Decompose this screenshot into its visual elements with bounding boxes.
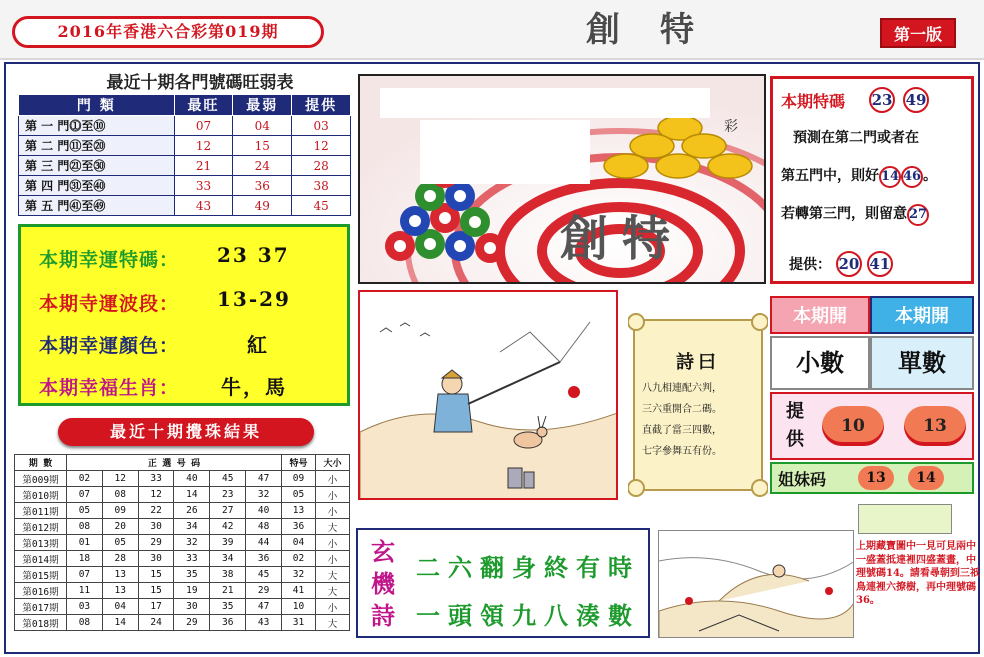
mystic-line: 二六翻身終有時 <box>416 553 640 582</box>
cold-value: 04 <box>233 116 292 136</box>
number-cell: 45 <box>246 567 282 583</box>
lucky-zodiac-label: 本期幸福生肖： <box>39 377 180 399</box>
size-cell: 大 <box>316 583 350 599</box>
col-special: 特号 <box>282 455 316 471</box>
lucky-special-value: 23 37 <box>217 243 290 267</box>
prediction-number: 49 <box>903 87 929 113</box>
fisherman-illustration <box>358 290 618 500</box>
table-row <box>15 503 350 519</box>
table-row <box>15 583 350 599</box>
open-value-right: 單數 <box>870 336 974 390</box>
mystic-poem-panel <box>356 528 650 638</box>
open-header-left: 本期開 <box>770 296 870 334</box>
number-cell: 42 <box>210 519 246 535</box>
number-cell: 08 <box>67 519 103 535</box>
open-provide-number: 10 <box>822 406 884 446</box>
issue-label: 2016年香港六合彩第019期 <box>12 16 324 48</box>
period-cell: 第015期 <box>15 567 67 583</box>
number-cell: 24 <box>138 615 174 631</box>
table-row <box>15 471 350 487</box>
open-provide-number: 13 <box>904 406 966 446</box>
table-row <box>15 535 350 551</box>
number-cell: 32 <box>174 535 210 551</box>
special-cell: 13 <box>282 503 316 519</box>
gate-label: 第 五 門㊶至㊾ <box>19 196 175 216</box>
table-row <box>19 176 351 196</box>
poem-line: 七字參舞五有份。 <box>642 446 722 457</box>
special-cell: 31 <box>282 615 316 631</box>
number-cell: 29 <box>138 535 174 551</box>
col-cold: 最弱 <box>233 95 292 116</box>
open-provide-row <box>770 392 974 460</box>
sister-code-number: 13 <box>858 466 894 490</box>
poem-line: 八九相連配六判， <box>642 383 722 394</box>
number-cell: 36 <box>210 615 246 631</box>
table-row <box>19 156 351 176</box>
number-cell: 14 <box>174 487 210 503</box>
period-cell: 第018期 <box>15 615 67 631</box>
number-cell: 11 <box>67 583 103 599</box>
table-row <box>15 551 350 567</box>
masthead-title: 創特 <box>586 10 734 50</box>
table-row <box>15 567 350 583</box>
number-cell: 01 <box>67 535 103 551</box>
gate-label: 第 四 門㉛至㊵ <box>19 176 175 196</box>
table-row <box>19 136 351 156</box>
lucky-color-label: 本期幸運顏色： <box>39 335 180 357</box>
number-cell: 08 <box>102 487 138 503</box>
number-cell: 03 <box>67 599 103 615</box>
number-cell: 21 <box>210 583 246 599</box>
number-cell: 30 <box>138 519 174 535</box>
pick-value: 38 <box>292 176 351 196</box>
number-cell: 29 <box>174 615 210 631</box>
ten-period-title: 最近十期各門號碼旺弱表 <box>106 73 294 93</box>
period-cell: 第016期 <box>15 583 67 599</box>
size-cell: 小 <box>316 487 350 503</box>
pick-value: 12 <box>292 136 351 156</box>
sister-code-label: 姐妹码 <box>778 470 827 489</box>
table-row <box>19 196 351 216</box>
number-cell: 38 <box>210 567 246 583</box>
results-body <box>15 471 350 631</box>
col-numbers: 正 選 号 码 <box>67 455 282 471</box>
table-row <box>15 519 350 535</box>
number-cell: 15 <box>138 583 174 599</box>
col-pick: 提供 <box>292 95 351 116</box>
gate-label: 第 一 門⓵至⑩ <box>19 116 175 136</box>
size-cell: 小 <box>316 599 350 615</box>
sister-code-row <box>770 462 974 494</box>
number-cell: 02 <box>67 471 103 487</box>
results-table <box>14 454 350 631</box>
number-cell: 47 <box>246 471 282 487</box>
number-cell: 20 <box>102 519 138 535</box>
poem-lines <box>642 378 762 462</box>
hot-value: 07 <box>174 116 233 136</box>
number-cell: 18 <box>67 551 103 567</box>
number-cell: 05 <box>67 503 103 519</box>
number-cell: 19 <box>174 583 210 599</box>
size-cell: 小 <box>316 503 350 519</box>
number-cell: 13 <box>102 567 138 583</box>
poem-title: 詩曰 <box>676 352 720 373</box>
size-cell: 小 <box>316 551 350 567</box>
results-title: 最近十期攪珠結果 <box>58 418 314 446</box>
lucky-band-label: 本期寺運波段： <box>39 293 180 315</box>
poem-scroll <box>628 310 768 500</box>
number-cell: 07 <box>67 567 103 583</box>
special-cell: 36 <box>282 519 316 535</box>
period-cell: 第017期 <box>15 599 67 615</box>
open-header-right: 本期開 <box>870 296 974 334</box>
number-cell: 36 <box>246 551 282 567</box>
number-cell: 47 <box>246 599 282 615</box>
number-cell: 44 <box>246 535 282 551</box>
pick-value: 45 <box>292 196 351 216</box>
number-cell: 33 <box>174 551 210 567</box>
period-cell: 第013期 <box>15 535 67 551</box>
gate-label: 第 二 門⑪至⑳ <box>19 136 175 156</box>
open-panel <box>770 296 974 494</box>
number-cell: 27 <box>210 503 246 519</box>
number-cell: 39 <box>210 535 246 551</box>
mini-thumbnail <box>858 504 952 534</box>
gate-label: 第 三 門㉑至㉚ <box>19 156 175 176</box>
period-cell: 第014期 <box>15 551 67 567</box>
cold-value: 36 <box>233 176 292 196</box>
edition-badge: 第一版 <box>880 18 956 48</box>
poem-line: 三六重開合二碼。 <box>642 404 722 415</box>
hot-value: 33 <box>174 176 233 196</box>
number-cell: 40 <box>174 471 210 487</box>
number-cell: 08 <box>67 615 103 631</box>
mystic-label: 玄機詩 <box>371 537 395 630</box>
open-provide-label: 提供 <box>786 401 804 450</box>
number-cell: 07 <box>67 487 103 503</box>
number-cell: 45 <box>210 471 246 487</box>
col-period: 期 數 <box>15 455 67 471</box>
person-icon <box>773 565 785 577</box>
number-cell: 28 <box>102 551 138 567</box>
number-cell: 34 <box>210 551 246 567</box>
number-cell: 09 <box>102 503 138 519</box>
cold-value: 15 <box>233 136 292 156</box>
number-cell: 32 <box>246 487 282 503</box>
number-cell: 05 <box>102 535 138 551</box>
period-cell: 第011期 <box>15 503 67 519</box>
mystic-line: 一頭領九八湊數 <box>416 601 640 630</box>
number-cell: 13 <box>102 583 138 599</box>
period-cell: 第010期 <box>15 487 67 503</box>
hot-value: 43 <box>174 196 233 216</box>
special-cell: 32 <box>282 567 316 583</box>
table-row <box>19 116 351 136</box>
table-row <box>15 615 350 631</box>
number-cell: 15 <box>138 567 174 583</box>
col-size: 大小 <box>316 455 350 471</box>
number-cell: 14 <box>102 615 138 631</box>
special-cell: 05 <box>282 487 316 503</box>
last-period-note: 上期藏寶圖中一見可見兩中一盛蓋抵達裡四盛蓋畫，中理號碼14。請看尋朝到三祇鳥連裡六撩樹，再中理號碼36。 <box>856 541 980 606</box>
size-cell: 大 <box>316 567 350 583</box>
prediction-line: 預測在第二門或者在 <box>793 130 919 146</box>
special-cell: 09 <box>282 471 316 487</box>
lucky-panel <box>18 224 350 406</box>
number-cell: 12 <box>138 487 174 503</box>
prediction-panel <box>770 76 974 284</box>
size-cell: 小 <box>316 535 350 551</box>
special-cell: 41 <box>282 583 316 599</box>
lucky-color-value: 紅 <box>247 333 269 357</box>
prediction-number: 23 <box>869 87 895 113</box>
number-cell: 29 <box>246 583 282 599</box>
period-cell: 第009期 <box>15 471 67 487</box>
number-cell: 34 <box>174 519 210 535</box>
number-cell: 04 <box>102 599 138 615</box>
number-cell: 35 <box>210 599 246 615</box>
hot-value: 12 <box>174 136 233 156</box>
hot-value: 21 <box>174 156 233 176</box>
table-row <box>15 487 350 503</box>
number-cell: 23 <box>210 487 246 503</box>
col-hot: 最旺 <box>174 95 233 116</box>
hero-corner-text: 彩 <box>724 119 738 135</box>
number-cell: 30 <box>138 551 174 567</box>
cold-value: 24 <box>233 156 292 176</box>
hero-title: 創特 <box>560 211 685 267</box>
number-cell: 40 <box>246 503 282 519</box>
period-cell: 第012期 <box>15 519 67 535</box>
number-cell: 30 <box>174 599 210 615</box>
number-cell: 35 <box>174 567 210 583</box>
size-cell: 大 <box>316 615 350 631</box>
open-value-left: 小數 <box>770 336 870 390</box>
ten-period-table <box>18 94 351 216</box>
treasure-map-illustration <box>658 530 854 638</box>
prediction-provide: 提供： 20 41 <box>789 251 893 277</box>
special-cell: 02 <box>282 551 316 567</box>
number-cell: 48 <box>246 519 282 535</box>
pick-value: 03 <box>292 116 351 136</box>
sister-code-number: 14 <box>908 466 944 490</box>
col-gate: 門 類 <box>19 95 175 116</box>
lucky-special-label: 本期幸運特碼： <box>39 249 180 271</box>
number-cell: 33 <box>138 471 174 487</box>
lucky-band-value: 13-29 <box>217 287 291 311</box>
number-cell: 22 <box>138 503 174 519</box>
size-cell: 小 <box>316 471 350 487</box>
table-row <box>15 599 350 615</box>
number-cell: 12 <box>102 471 138 487</box>
prediction-line: 若轉第三門，則留意 27 <box>781 203 929 226</box>
poem-line: 直截了當三四數， <box>642 425 722 436</box>
pick-value: 28 <box>292 156 351 176</box>
lucky-zodiac-value: 牛，馬 <box>221 375 287 399</box>
special-cell: 10 <box>282 599 316 615</box>
cold-value: 49 <box>233 196 292 216</box>
prediction-line: 第五門中，則好 14 46 。 <box>781 165 937 188</box>
prediction-label: 本期特碼 <box>781 92 846 111</box>
size-cell: 大 <box>316 519 350 535</box>
number-cell: 17 <box>138 599 174 615</box>
number-cell: 26 <box>174 503 210 519</box>
special-cell: 04 <box>282 535 316 551</box>
number-cell: 43 <box>246 615 282 631</box>
